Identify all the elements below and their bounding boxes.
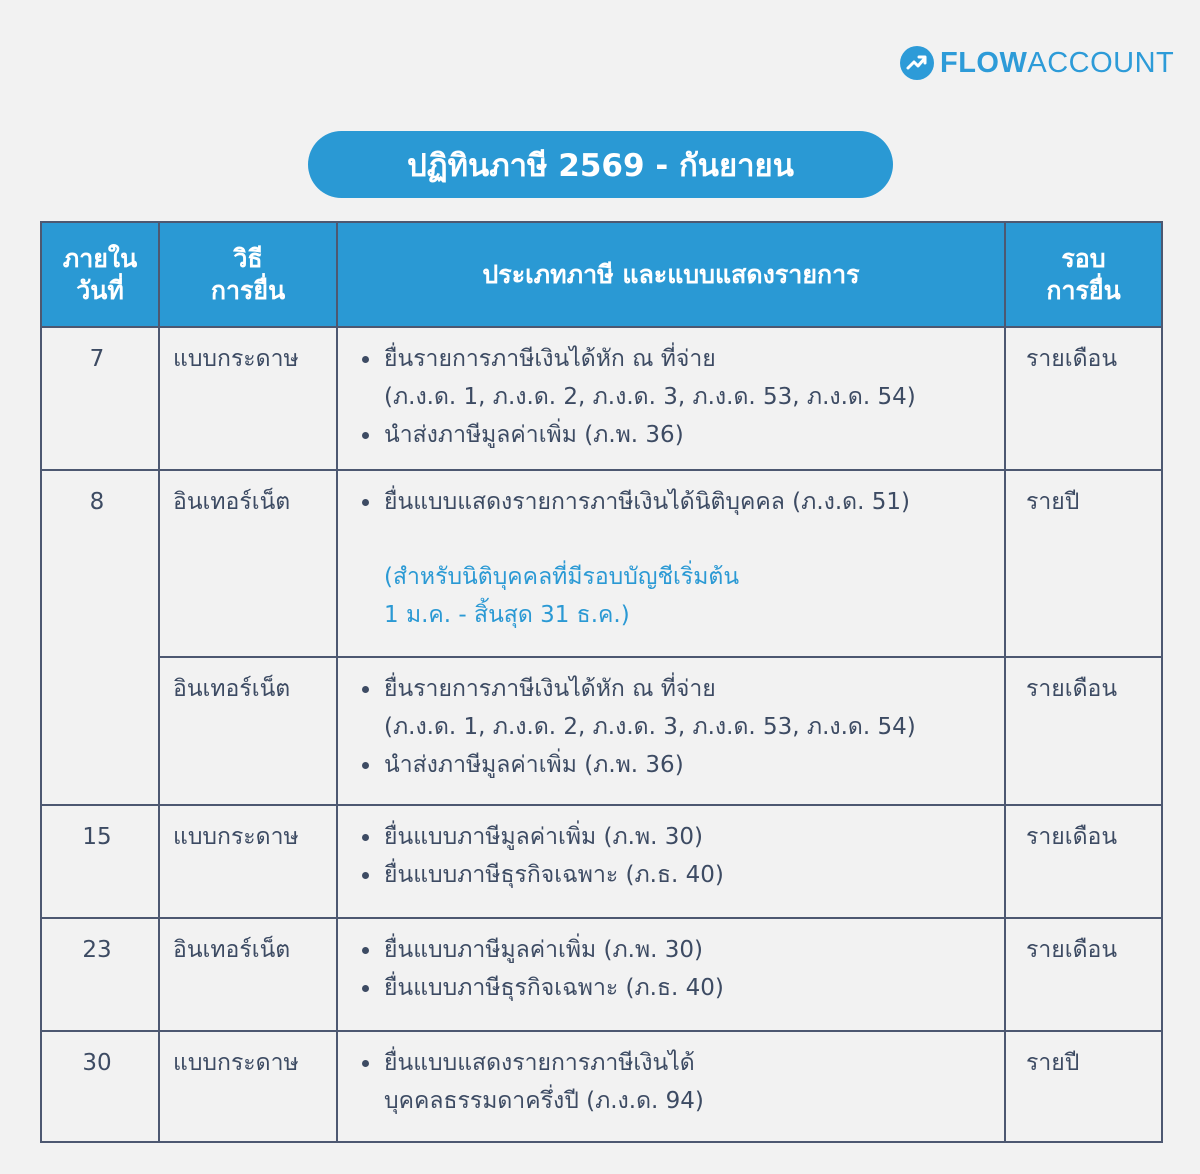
note-line1: (สำหรับนิติบุคคลที่มีรอบบัญชีเริ่มต้น <box>384 564 740 590</box>
day-cell: 15 <box>41 805 159 918</box>
items-cell <box>337 918 1005 1031</box>
method-cell: แบบกระดาษ <box>159 1031 337 1142</box>
logo-text <box>940 47 1174 80</box>
items-cell <box>337 470 1005 657</box>
day-cell: 30 <box>41 1031 159 1142</box>
method-cell: แบบกระดาษ <box>159 805 337 918</box>
list-item: ยื่นแบบภาษีมูลค่าเพิ่ม (ภ.พ. 30) <box>358 818 1000 856</box>
logo-text-light: ACCOUNT <box>1027 46 1175 79</box>
list-item-continuation: (ภ.ง.ด. 1, ภ.ง.ด. 2, ภ.ง.ด. 3, ภ.ง.ด. 53, ภ.ง.ด. 54) <box>384 714 916 740</box>
period-cell: รายปี <box>1005 1031 1162 1142</box>
header-period-line2: การยื่น <box>1046 275 1121 305</box>
header-period <box>1005 222 1162 327</box>
items-cell <box>337 1031 1005 1142</box>
method-cell: แบบกระดาษ <box>159 327 337 470</box>
items-cell <box>337 805 1005 918</box>
header-items: ประเภทภาษี และแบบแสดงรายการ <box>337 222 1005 327</box>
list-item: ยื่นรายการภาษีเงินได้หัก ณ ที่จ่าย <box>358 340 1000 378</box>
table-row <box>41 918 1162 1031</box>
list-item: นำส่งภาษีมูลค่าเพิ่ม (ภ.พ. 36) <box>358 746 1000 784</box>
header-day <box>41 222 159 327</box>
table-row <box>41 657 1162 805</box>
header-day-line2: วันที่ <box>76 275 124 305</box>
table-row <box>41 1031 1162 1142</box>
day-cell: 7 <box>41 327 159 470</box>
header-method-line2: การยื่น <box>210 275 286 305</box>
period-cell: รายเดือน <box>1005 805 1162 918</box>
header-method <box>159 222 337 327</box>
header-period-line1: รอบ <box>1061 243 1106 273</box>
note-text <box>358 558 1000 634</box>
day-cell: 23 <box>41 918 159 1031</box>
trend-arrow-icon <box>900 46 934 80</box>
list-item: นำส่งภาษีมูลค่าเพิ่ม (ภ.พ. 36) <box>358 416 1000 454</box>
list-item: ยื่นรายการภาษีเงินได้หัก ณ ที่จ่าย <box>358 670 1000 708</box>
list-item: ยื่นแบบภาษีธุรกิจเฉพาะ (ภ.ธ. 40) <box>358 969 1000 1007</box>
table-row <box>41 327 1162 470</box>
period-cell: รายปี <box>1005 470 1162 657</box>
items-cell <box>337 657 1005 805</box>
table-row <box>41 470 1162 657</box>
page-title: ปฏิทินภาษี 2569 - กันยายน <box>308 131 893 198</box>
method-cell: อินเทอร์เน็ต <box>159 657 337 805</box>
period-cell: รายเดือน <box>1005 918 1162 1031</box>
method-cell: อินเทอร์เน็ต <box>159 470 337 657</box>
period-cell: รายเดือน <box>1005 657 1162 805</box>
day-cell: 8 <box>41 470 159 805</box>
list-item-continuation: บุคคลธรรมดาครึ่งปี (ภ.ง.ด. 94) <box>384 1088 704 1114</box>
list-item-continuation: (ภ.ง.ด. 1, ภ.ง.ด. 2, ภ.ง.ด. 3, ภ.ง.ด. 53, ภ.ง.ด. 54) <box>384 384 916 410</box>
tax-calendar-table <box>40 221 1163 1143</box>
list-item: ยื่นแบบแสดงรายการภาษีเงินได้นิติบุคคล (ภ.ง.ด. 51) <box>358 483 1000 521</box>
header-method-line1: วิธี <box>233 243 263 273</box>
list-item: ยื่นแบบภาษีมูลค่าเพิ่ม (ภ.พ. 30) <box>358 931 1000 969</box>
table-row <box>41 805 1162 918</box>
logo-text-bold: FLOW <box>940 46 1028 79</box>
list-item: ยื่นแบบภาษีธุรกิจเฉพาะ (ภ.ธ. 40) <box>358 856 1000 894</box>
table-header-row <box>41 222 1162 327</box>
period-cell: รายเดือน <box>1005 327 1162 470</box>
flowaccount-logo <box>900 45 1174 81</box>
method-cell: อินเทอร์เน็ต <box>159 918 337 1031</box>
items-cell <box>337 327 1005 470</box>
header-day-line1: ภายใน <box>62 243 138 273</box>
list-item: ยื่นแบบแสดงรายการภาษีเงินได้ <box>358 1044 1000 1082</box>
note-line2: 1 ม.ค. - สิ้นสุด 31 ธ.ค.) <box>384 602 630 628</box>
